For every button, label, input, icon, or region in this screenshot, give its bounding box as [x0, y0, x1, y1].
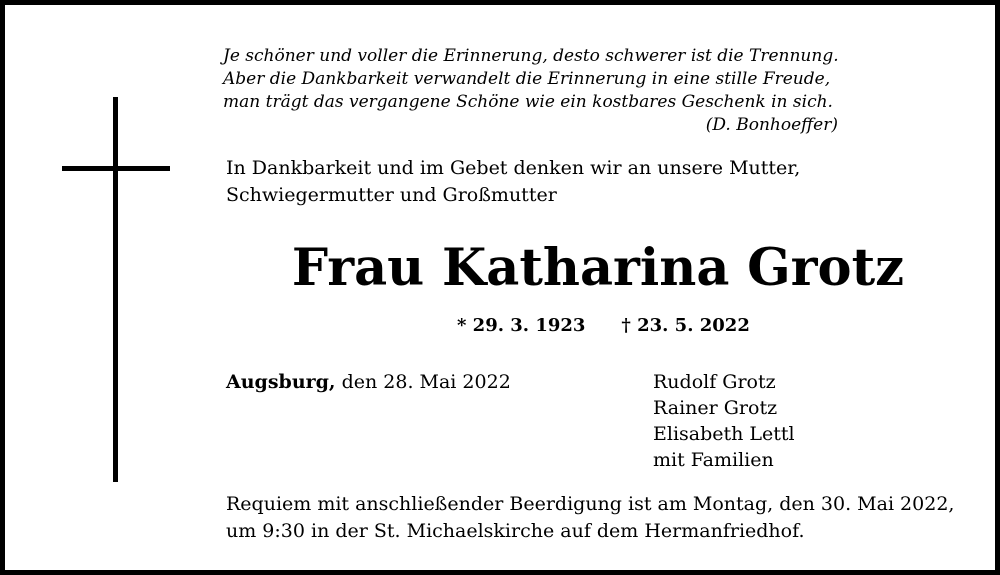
place-city: Augsburg, — [226, 371, 336, 393]
signatory: Elisabeth Lettl — [653, 423, 795, 445]
signatory: mit Familien — [653, 449, 774, 471]
life-dates — [457, 313, 750, 339]
notice-date: den 28. Mai 2022 — [335, 371, 511, 393]
quote-author: (D. Bonhoeffer) — [705, 115, 838, 135]
deceased-name: Frau Katharina Grotz — [291, 238, 905, 298]
signatory: Rainer Grotz — [653, 397, 778, 419]
intro-text — [226, 155, 846, 209]
quote-line: man trägt das vergangene Schöne wie ein kostbares Geschenk in sich. — [223, 92, 833, 112]
quote-line: Je schöner und voller die Erinnerung, desto schwerer ist die Trennung. — [223, 46, 839, 66]
intro-line: Schwiegermutter und Großmutter — [226, 184, 557, 206]
birth-date: * 29. 3. 1923 — [457, 315, 586, 336]
cross-horizontal-bar — [62, 166, 170, 171]
quote-line: Aber die Dankbarkeit verwandelt die Erinnerung in eine stille Freude, — [223, 69, 831, 89]
signatories — [653, 369, 795, 473]
intro-line: In Dankbarkeit und im Gebet denken wir an unsere Mutter, — [226, 157, 801, 179]
signatory: Rudolf Grotz — [653, 371, 776, 393]
notice-line: Requiem mit anschließender Beerdigung ist am Montag, den 30. Mai 2022, — [226, 493, 955, 515]
funeral-notice — [226, 491, 966, 545]
death-date: † 23. 5. 2022 — [621, 315, 750, 336]
bonhoeffer-quote — [223, 45, 843, 137]
place-and-date — [226, 369, 511, 396]
notice-line: um 9:30 in der St. Michaelskirche auf dem Hermanfriedhof. — [226, 520, 805, 542]
